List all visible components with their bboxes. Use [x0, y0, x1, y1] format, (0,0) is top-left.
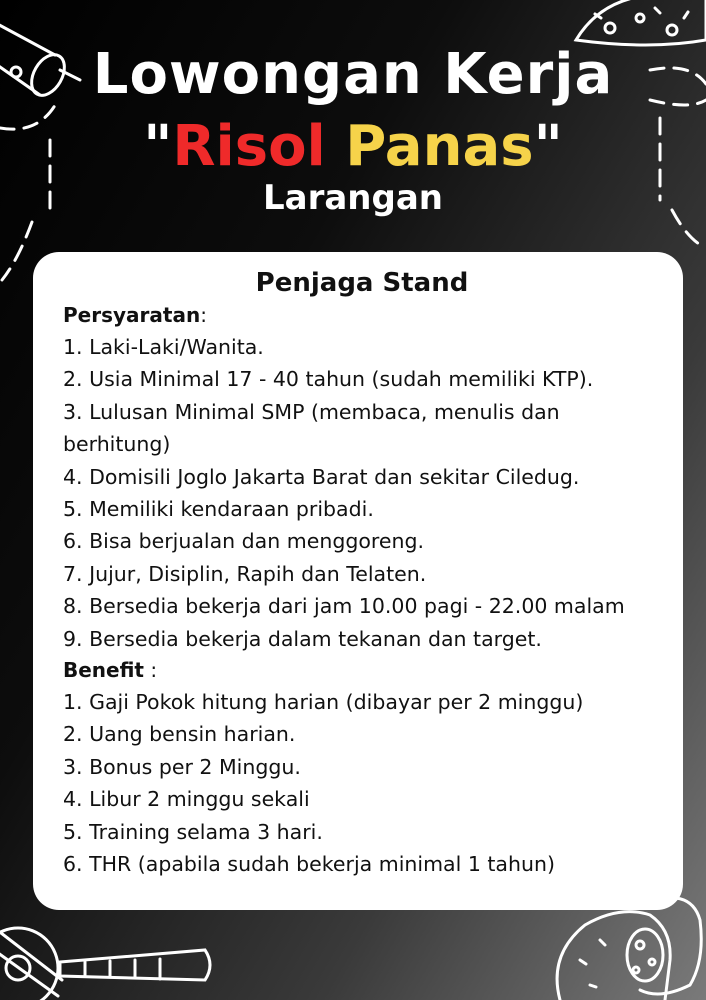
list-item: 8. Bersedia bekerja dari jam 10.00 pagi - 22.00 malam — [63, 594, 625, 619]
brand-word-risol: Risol — [172, 114, 326, 179]
headline — [0, 42, 706, 107]
headline-text: Lowongan Kerja — [92, 42, 614, 107]
risol-snack-icon — [557, 898, 701, 1000]
requirements-colon: : — [200, 303, 207, 327]
brand-word-panas: Panas — [345, 114, 534, 179]
requirements-heading — [63, 300, 661, 331]
location-label: Larangan — [262, 178, 443, 218]
quote-open: " — [143, 114, 173, 179]
list-item: 4. Libur 2 minggu sekali — [63, 787, 310, 812]
list-item: 4. Domisili Joglo Jakarta Barat dan sekitar Ciledug. — [63, 464, 580, 489]
brand-name — [0, 114, 706, 179]
list-item: 2. Usia Minimal 17 - 40 tahun (sudah memiliki KTP). — [63, 367, 594, 392]
list-item: 9. Bersedia bekerja dalam tekanan dan target. — [63, 626, 542, 651]
pizza-slice-icon — [576, 0, 706, 45]
requirements-heading-text: Persyaratan — [63, 303, 201, 327]
pizza-cutter-icon — [0, 926, 210, 1000]
list-item: 3. Bonus per 2 Minggu. — [63, 754, 301, 779]
benefits-list — [63, 686, 661, 880]
quote-close: " — [533, 114, 563, 179]
benefits-heading — [63, 655, 661, 686]
list-item: 5. Memiliki kendaraan pribadi. — [63, 497, 374, 522]
list-item: 6. THR (apabila sudah bekerja minimal 1 tahun) — [63, 852, 555, 877]
list-item: 7. Jujur, Disiplin, Rapih dan Telaten. — [63, 561, 427, 586]
job-card — [33, 252, 683, 910]
list-item: 1. Laki-Laki/Wanita. — [63, 335, 264, 359]
list-item: 5. Training selama 3 hari. — [63, 819, 323, 844]
list-item: 3. Lulusan Minimal SMP (membaca, menulis dan berhitung) — [63, 399, 560, 457]
benefits-colon: : — [144, 658, 158, 683]
benefits-heading-text: Benefit — [63, 658, 144, 683]
requirements-list — [63, 331, 661, 655]
position-title: Penjaga Stand — [255, 268, 469, 298]
list-item: 6. Bisa berjualan dan menggoreng. — [63, 529, 425, 554]
list-item: 1. Gaji Pokok hitung harian (dibayar per 2 minggu) — [63, 690, 584, 715]
list-item: 2. Uang bensin harian. — [63, 722, 296, 747]
